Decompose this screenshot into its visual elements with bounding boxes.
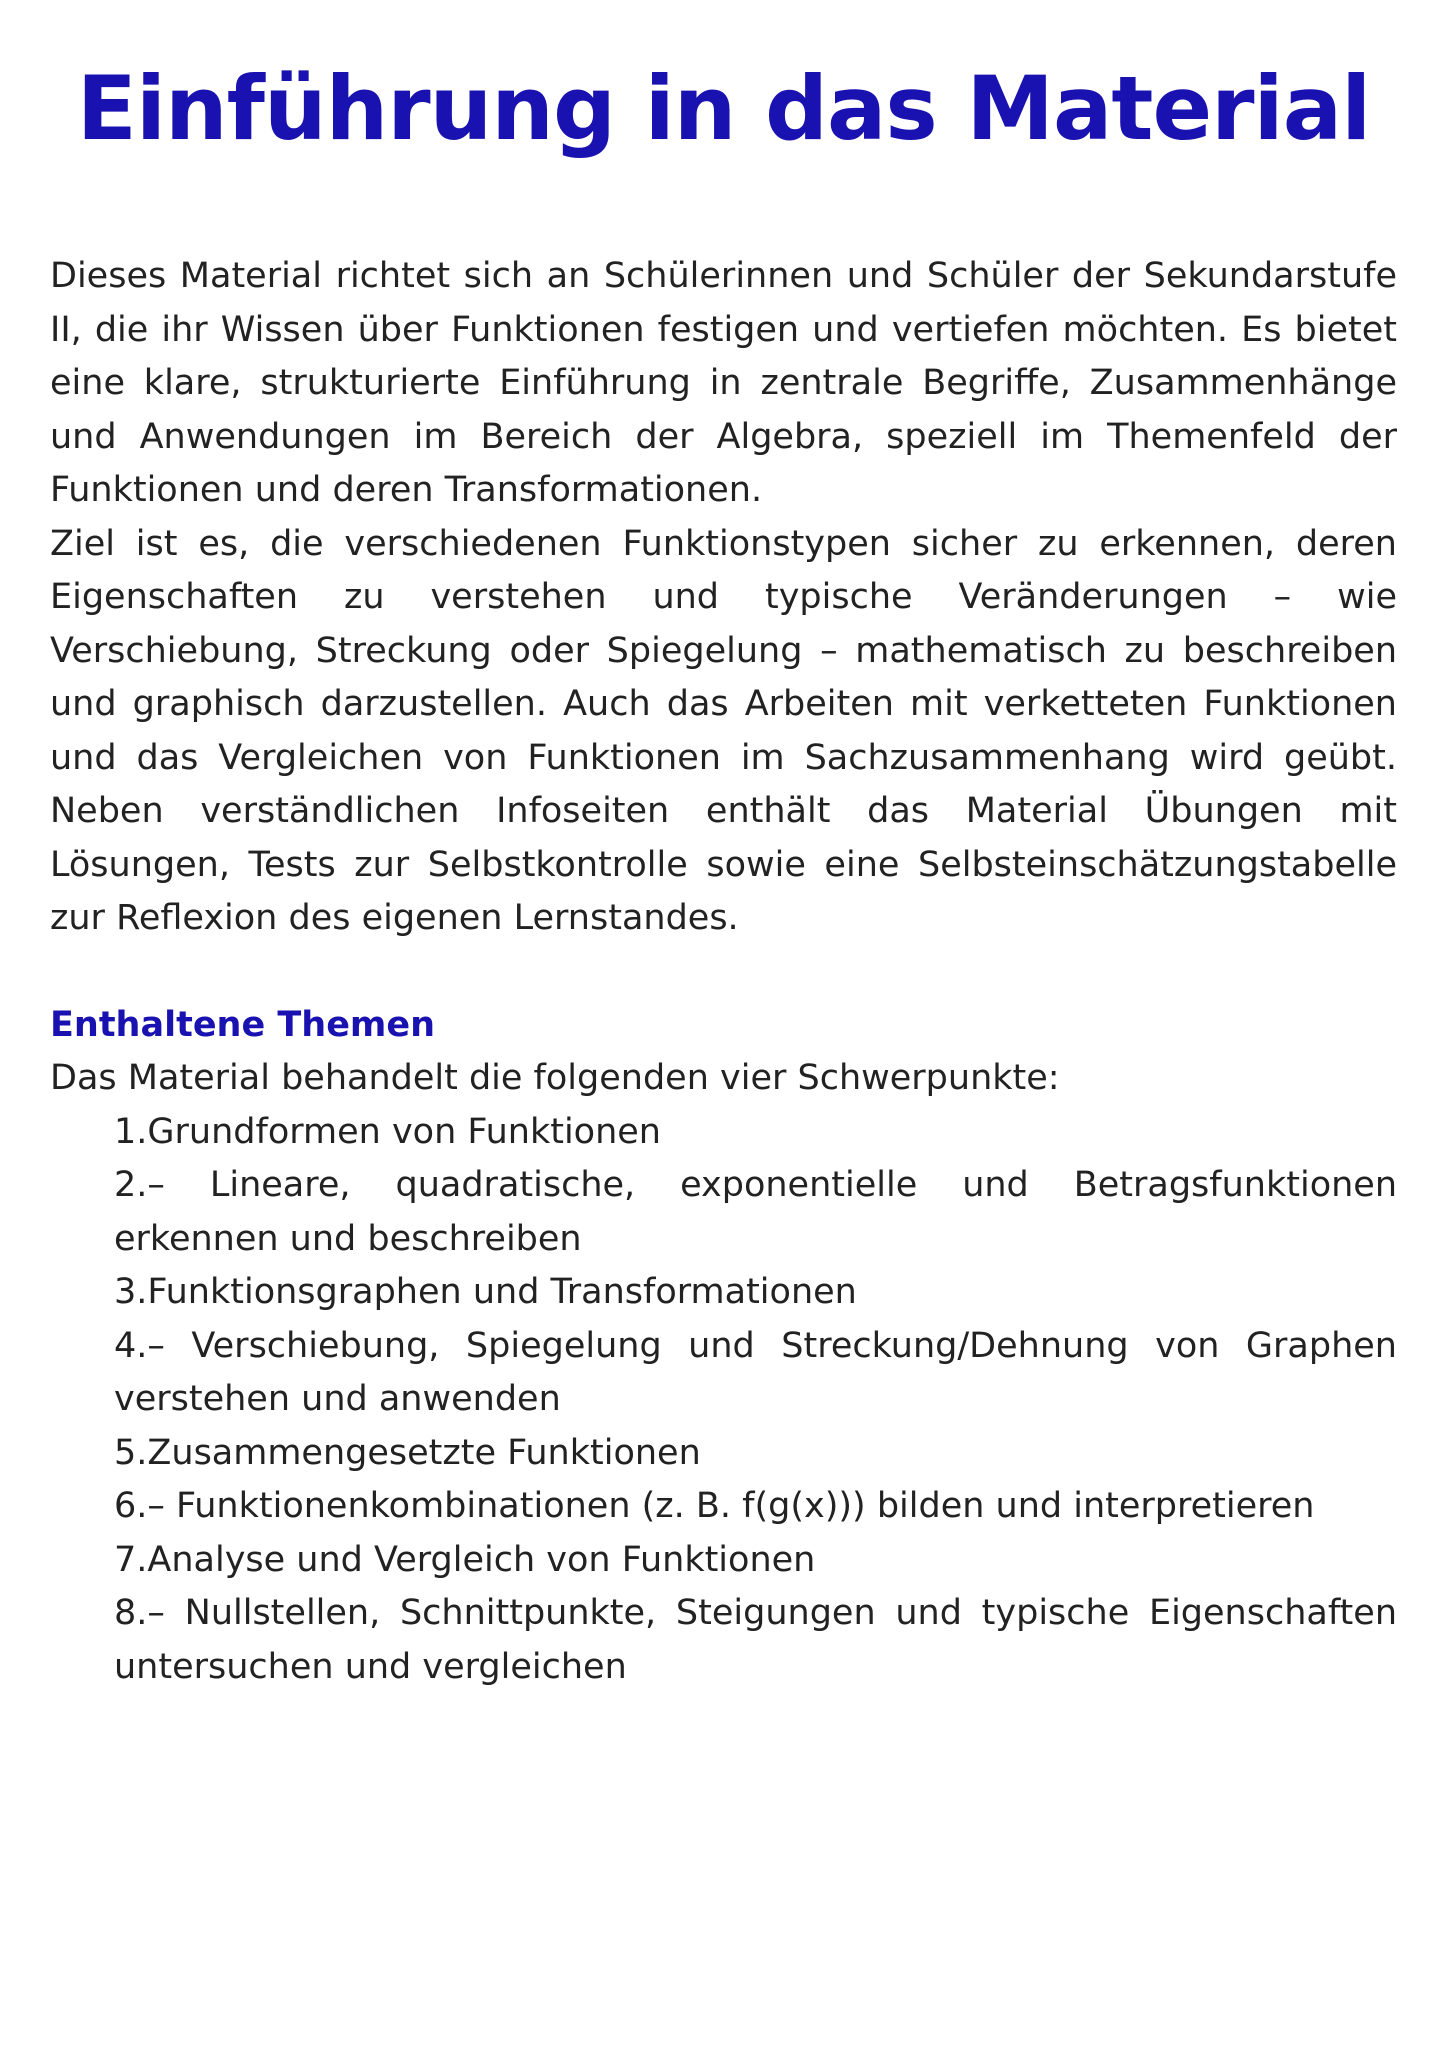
- list-item-text: – Verschiebung, Spiegelung und Streckung/Dehnung von Graphen verstehen und anwenden: [114, 1325, 1397, 1419]
- section-heading: Enthaltene Themen: [50, 1004, 436, 1045]
- list-item: [114, 1266, 1397, 1320]
- list-item-number: 1.: [114, 1111, 148, 1152]
- list-item-text: – Lineare, quadratische, exponentielle und Betragsfunktionen erkennen und beschreiben: [114, 1165, 1397, 1259]
- list-item: [114, 1106, 1397, 1160]
- list-item-number: 7.: [114, 1539, 148, 1580]
- list-item-text: Funktionsgraphen und Transformationen: [147, 1272, 857, 1312]
- intro-paragraph: Dieses Material richtet sich an Schülerinnen und Schüler der Sekundarstufe II, die ihr Wissen über Funktionen festigen und vertiefen möchten. Es bietet eine klare, strukturierte Einführung in zentrale Begriffe, Zusammenhänge und Anwendungen im Bereich der Algebra, speziell im Themenfeld der Funktionen und deren Transformationen.: [50, 256, 1397, 510]
- topics-list: [50, 1106, 1397, 1695]
- list-item-number: 2.: [114, 1165, 148, 1205]
- list-item-text: Zusammengesetzte Funktionen: [147, 1432, 701, 1473]
- list-item: [114, 1534, 1397, 1588]
- intro-section: [50, 250, 1397, 946]
- list-item-number: 5.: [114, 1432, 148, 1473]
- list-item-text: Analyse und Vergleich von Funktionen: [147, 1539, 816, 1580]
- list-item: [114, 1320, 1397, 1427]
- list-item-number: 8.: [114, 1593, 148, 1633]
- list-item-number: 6.: [114, 1486, 148, 1526]
- intro-paragraph: Ziel ist es, die verschiedenen Funktionstypen sicher zu erkennen, deren Eigenschaften zu verstehen und typische Veränderungen – wie Verschiebung, Streckung oder Spiegelung – mathematisch zu beschreiben und graphisch darzustellen. Auch das Arbeiten mit verketteten Funktionen und das Vergleichen von Funktionen im Sachzusammenhang wird geübt. Neben verständlichen Infoseiten enthält das Material Übungen mit Lösungen, Tests zur Selbstkontrolle sowie eine Selbsteinschätzungstabelle zur Reflexion des eigenen Lernstandes.: [50, 523, 1397, 938]
- list-item: [114, 1427, 1397, 1481]
- list-item: [114, 1587, 1397, 1694]
- list-item-text: – Nullstellen, Schnittpunkte, Steigungen und typische Eigenschaften untersuchen und vergleichen: [114, 1593, 1397, 1687]
- list-item-number: 4.: [114, 1325, 148, 1366]
- section-lead: Das Material behandelt die folgenden vier Schwerpunkte:: [50, 1058, 1060, 1098]
- list-item-text: – Funktionenkombinationen (z. B. f(g(x))) bilden und interpretieren: [147, 1486, 1315, 1526]
- page-title: Einführung in das Material: [76, 57, 1371, 160]
- list-item: [114, 1159, 1397, 1266]
- list-item: [114, 1480, 1397, 1534]
- list-item-text: Grundformen von Funktionen: [147, 1111, 661, 1152]
- list-item-number: 3.: [114, 1272, 148, 1312]
